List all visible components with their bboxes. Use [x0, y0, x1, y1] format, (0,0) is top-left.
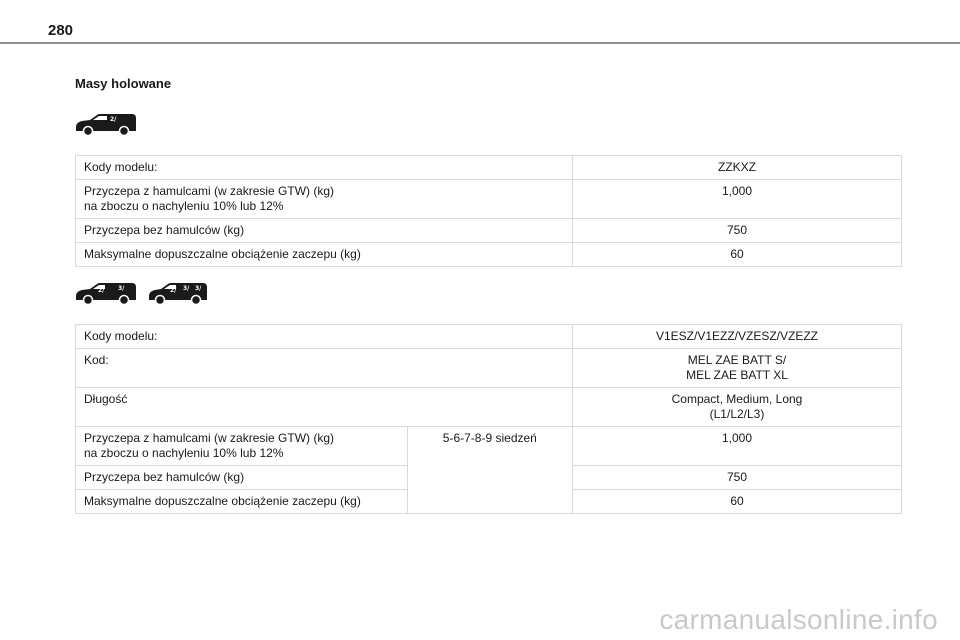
row-label: [76, 427, 408, 466]
row-value: 60: [573, 490, 902, 514]
svg-text:3/: 3/: [195, 285, 202, 292]
row-label: Kod:: [76, 349, 573, 388]
row-value-line: Compact, Medium, Long: [671, 392, 803, 406]
row-value-line: MEL ZAE BATT S/: [687, 353, 787, 367]
row-label: Kody modelu:: [76, 325, 573, 349]
table-row: [76, 156, 902, 180]
header-divider: [0, 42, 960, 44]
table-row: [76, 325, 902, 349]
svg-text:2/: 2/: [170, 287, 177, 294]
row-label: Długość: [76, 388, 573, 427]
row-label-line: Przyczepa z hamulcami (w zakresie GTW) (kg): [84, 431, 335, 445]
row-label: [76, 180, 573, 219]
row-label: Przyczepa bez hamulców (kg): [76, 466, 408, 490]
van-icon: [74, 112, 138, 138]
svg-text:3/: 3/: [183, 285, 190, 292]
table-row: [76, 180, 902, 219]
row-label: Kody modelu:: [76, 156, 573, 180]
row-value: 1,000: [573, 180, 902, 219]
van-icon: [74, 281, 138, 307]
seats-cell: 5-6-7-8-9 siedzeń: [407, 427, 572, 514]
table-row: [76, 219, 902, 243]
row-value: 750: [573, 219, 902, 243]
section-title: Masy holowane: [75, 76, 172, 91]
row-value: 1,000: [573, 427, 902, 466]
van-icon: [147, 281, 209, 307]
row-value: [573, 349, 902, 388]
row-value: ZZKXZ: [573, 156, 902, 180]
row-value-line: MEL ZAE BATT XL: [686, 368, 788, 382]
row-value: 750: [573, 466, 902, 490]
page-number: 280: [48, 22, 74, 39]
watermark: carmanualsonline.info: [659, 604, 938, 635]
row-label-line: na zboczu o nachyleniu 10% lub 12%: [84, 446, 284, 460]
svg-text:2/: 2/: [98, 287, 105, 294]
row-value-line: (L1/L2/L3): [709, 407, 765, 421]
svg-text:2/: 2/: [110, 116, 117, 123]
table-row: [76, 427, 902, 466]
row-label: Przyczepa bez hamulców (kg): [76, 219, 573, 243]
svg-text:3/: 3/: [118, 285, 125, 292]
row-label: Maksymalne dopuszczalne obciążenie zaczepu (kg): [76, 243, 573, 267]
table-row: [76, 243, 902, 267]
row-value: 60: [573, 243, 902, 267]
row-value: [573, 388, 902, 427]
row-label: Maksymalne dopuszczalne obciążenie zaczepu (kg): [76, 490, 408, 514]
table-row: [76, 388, 902, 427]
table-row: [76, 349, 902, 388]
row-value: V1ESZ/V1EZZ/VZESZ/VZEZZ: [573, 325, 902, 349]
spec-table-1: [75, 155, 902, 267]
row-label-line: na zboczu o nachyleniu 10% lub 12%: [84, 199, 284, 213]
row-label-line: Przyczepa z hamulcami (w zakresie GTW) (kg): [84, 184, 335, 198]
spec-table-2: [75, 324, 902, 514]
